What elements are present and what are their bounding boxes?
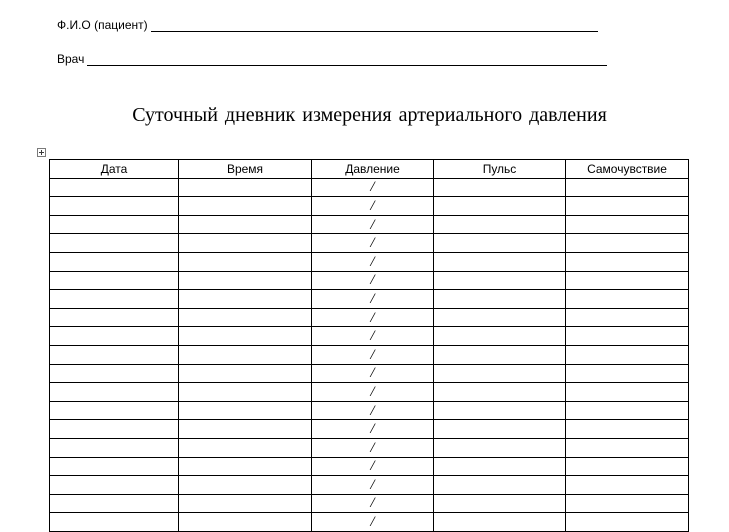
pulse-cell[interactable] <box>434 290 566 309</box>
pulse-cell[interactable] <box>434 383 566 402</box>
pressure-cell[interactable] <box>312 271 434 290</box>
date-cell[interactable] <box>50 457 179 476</box>
pulse-cell[interactable] <box>434 513 566 532</box>
pulse-cell[interactable] <box>434 364 566 383</box>
pulse-cell[interactable] <box>434 494 566 513</box>
time-cell[interactable] <box>179 327 312 346</box>
table-row <box>50 364 689 383</box>
pressure-separator: / <box>370 421 375 438</box>
table-row <box>50 215 689 234</box>
pulse-cell[interactable] <box>434 252 566 271</box>
date-cell[interactable] <box>50 197 179 216</box>
time-cell[interactable] <box>179 345 312 364</box>
date-cell[interactable] <box>50 383 179 402</box>
pulse-cell[interactable] <box>434 327 566 346</box>
time-cell[interactable] <box>179 401 312 420</box>
pressure-separator: / <box>370 197 375 214</box>
table-row <box>50 513 689 532</box>
pressure-cell[interactable] <box>312 290 434 309</box>
pressure-separator: / <box>370 383 375 400</box>
doctor-label: Врач <box>57 52 85 66</box>
time-cell[interactable] <box>179 438 312 457</box>
wellbeing-cell[interactable] <box>566 197 689 216</box>
pressure-separator: / <box>370 476 375 493</box>
date-cell[interactable] <box>50 476 179 495</box>
table-row <box>50 438 689 457</box>
pressure-separator: / <box>370 253 375 270</box>
table-row <box>50 457 689 476</box>
date-cell[interactable] <box>50 345 179 364</box>
pressure-cell[interactable] <box>312 457 434 476</box>
wellbeing-cell[interactable] <box>566 476 689 495</box>
pulse-cell[interactable] <box>434 438 566 457</box>
wellbeing-cell[interactable] <box>566 438 689 457</box>
patient-name-field <box>57 18 598 32</box>
pressure-cell[interactable] <box>312 197 434 216</box>
document-title: Суточный дневник измерения артериального давления <box>132 104 607 126</box>
wellbeing-cell[interactable] <box>566 234 689 253</box>
pulse-cell[interactable] <box>434 401 566 420</box>
pulse-cell[interactable] <box>434 457 566 476</box>
column-header-pulse: Пульс <box>434 160 566 179</box>
pressure-cell[interactable] <box>312 383 434 402</box>
table-body <box>50 178 689 531</box>
pulse-cell[interactable] <box>434 308 566 327</box>
wellbeing-cell[interactable] <box>566 364 689 383</box>
pressure-cell[interactable] <box>312 215 434 234</box>
pressure-separator: / <box>370 179 375 196</box>
table-row <box>50 345 689 364</box>
wellbeing-cell[interactable] <box>566 178 689 197</box>
wellbeing-cell[interactable] <box>566 327 689 346</box>
pressure-cell[interactable] <box>312 476 434 495</box>
pulse-cell[interactable] <box>434 215 566 234</box>
wellbeing-cell[interactable] <box>566 345 689 364</box>
pressure-cell[interactable] <box>312 420 434 439</box>
pressure-separator: / <box>370 402 375 419</box>
pressure-separator: / <box>370 235 375 252</box>
table-row <box>50 197 689 216</box>
pulse-cell[interactable] <box>434 178 566 197</box>
pulse-cell[interactable] <box>434 234 566 253</box>
pressure-separator: / <box>370 365 375 382</box>
time-cell[interactable] <box>179 252 312 271</box>
pressure-separator: / <box>370 216 375 233</box>
pressure-cell[interactable] <box>312 308 434 327</box>
pressure-cell[interactable] <box>312 494 434 513</box>
pressure-cell[interactable] <box>312 364 434 383</box>
table-row <box>50 401 689 420</box>
pressure-separator: / <box>370 458 375 475</box>
wellbeing-cell[interactable] <box>566 215 689 234</box>
pulse-cell[interactable] <box>434 271 566 290</box>
pressure-cell[interactable] <box>312 252 434 271</box>
time-cell[interactable] <box>179 234 312 253</box>
pressure-separator: / <box>370 346 375 363</box>
time-cell[interactable] <box>179 513 312 532</box>
column-header-pressure: Давление <box>312 160 434 179</box>
column-header-wellbeing: Самочувствие <box>566 160 689 179</box>
pressure-cell[interactable] <box>312 345 434 364</box>
pressure-separator: / <box>370 439 375 456</box>
date-cell[interactable] <box>50 513 179 532</box>
time-cell[interactable] <box>179 383 312 402</box>
table-row <box>50 178 689 197</box>
wellbeing-cell[interactable] <box>566 494 689 513</box>
pressure-cell[interactable] <box>312 401 434 420</box>
table-row <box>50 476 689 495</box>
date-cell[interactable] <box>50 290 179 309</box>
pressure-cell[interactable] <box>312 327 434 346</box>
wellbeing-cell[interactable] <box>566 513 689 532</box>
pressure-separator: / <box>370 514 375 531</box>
date-cell[interactable] <box>50 308 179 327</box>
table-row <box>50 290 689 309</box>
doctor-blank-line[interactable] <box>87 53 607 66</box>
date-cell[interactable] <box>50 494 179 513</box>
table-row <box>50 234 689 253</box>
doctor-field <box>57 52 607 66</box>
column-header-date: Дата <box>50 160 179 179</box>
pressure-cell[interactable] <box>312 178 434 197</box>
date-cell[interactable] <box>50 271 179 290</box>
wellbeing-cell[interactable] <box>566 420 689 439</box>
time-cell[interactable] <box>179 290 312 309</box>
date-cell[interactable] <box>50 327 179 346</box>
date-cell[interactable] <box>50 252 179 271</box>
table-row <box>50 308 689 327</box>
date-cell[interactable] <box>50 178 179 197</box>
wellbeing-cell[interactable] <box>566 271 689 290</box>
pulse-cell[interactable] <box>434 345 566 364</box>
time-cell[interactable] <box>179 271 312 290</box>
wellbeing-cell[interactable] <box>566 308 689 327</box>
wellbeing-cell[interactable] <box>566 290 689 309</box>
table-move-handle-icon[interactable] <box>37 148 46 157</box>
date-cell[interactable] <box>50 438 179 457</box>
table-row <box>50 252 689 271</box>
pressure-cell[interactable] <box>312 234 434 253</box>
wellbeing-cell[interactable] <box>566 401 689 420</box>
table-header-row <box>50 160 689 179</box>
pressure-separator: / <box>370 290 375 307</box>
wellbeing-cell[interactable] <box>566 383 689 402</box>
table-row <box>50 420 689 439</box>
date-cell[interactable] <box>50 420 179 439</box>
table-row <box>50 494 689 513</box>
pressure-separator: / <box>370 328 375 345</box>
time-cell[interactable] <box>179 308 312 327</box>
pressure-separator: / <box>370 309 375 326</box>
wellbeing-cell[interactable] <box>566 457 689 476</box>
time-cell[interactable] <box>179 215 312 234</box>
wellbeing-cell[interactable] <box>566 252 689 271</box>
pulse-cell[interactable] <box>434 476 566 495</box>
pulse-cell[interactable] <box>434 197 566 216</box>
table-row <box>50 327 689 346</box>
table-row <box>50 383 689 402</box>
patient-name-label: Ф.И.О (пациент) <box>57 18 148 32</box>
date-cell[interactable] <box>50 234 179 253</box>
table-row <box>50 271 689 290</box>
pressure-separator: / <box>370 272 375 289</box>
pressure-separator: / <box>370 495 375 512</box>
blood-pressure-diary-table <box>49 159 689 532</box>
pressure-cell[interactable] <box>312 513 434 532</box>
time-cell[interactable] <box>179 457 312 476</box>
column-header-time: Время <box>179 160 312 179</box>
time-cell[interactable] <box>179 420 312 439</box>
pulse-cell[interactable] <box>434 420 566 439</box>
pressure-cell[interactable] <box>312 438 434 457</box>
time-cell[interactable] <box>179 364 312 383</box>
date-cell[interactable] <box>50 364 179 383</box>
time-cell[interactable] <box>179 476 312 495</box>
time-cell[interactable] <box>179 178 312 197</box>
patient-name-blank-line[interactable] <box>151 19 598 32</box>
time-cell[interactable] <box>179 197 312 216</box>
time-cell[interactable] <box>179 494 312 513</box>
date-cell[interactable] <box>50 401 179 420</box>
date-cell[interactable] <box>50 215 179 234</box>
